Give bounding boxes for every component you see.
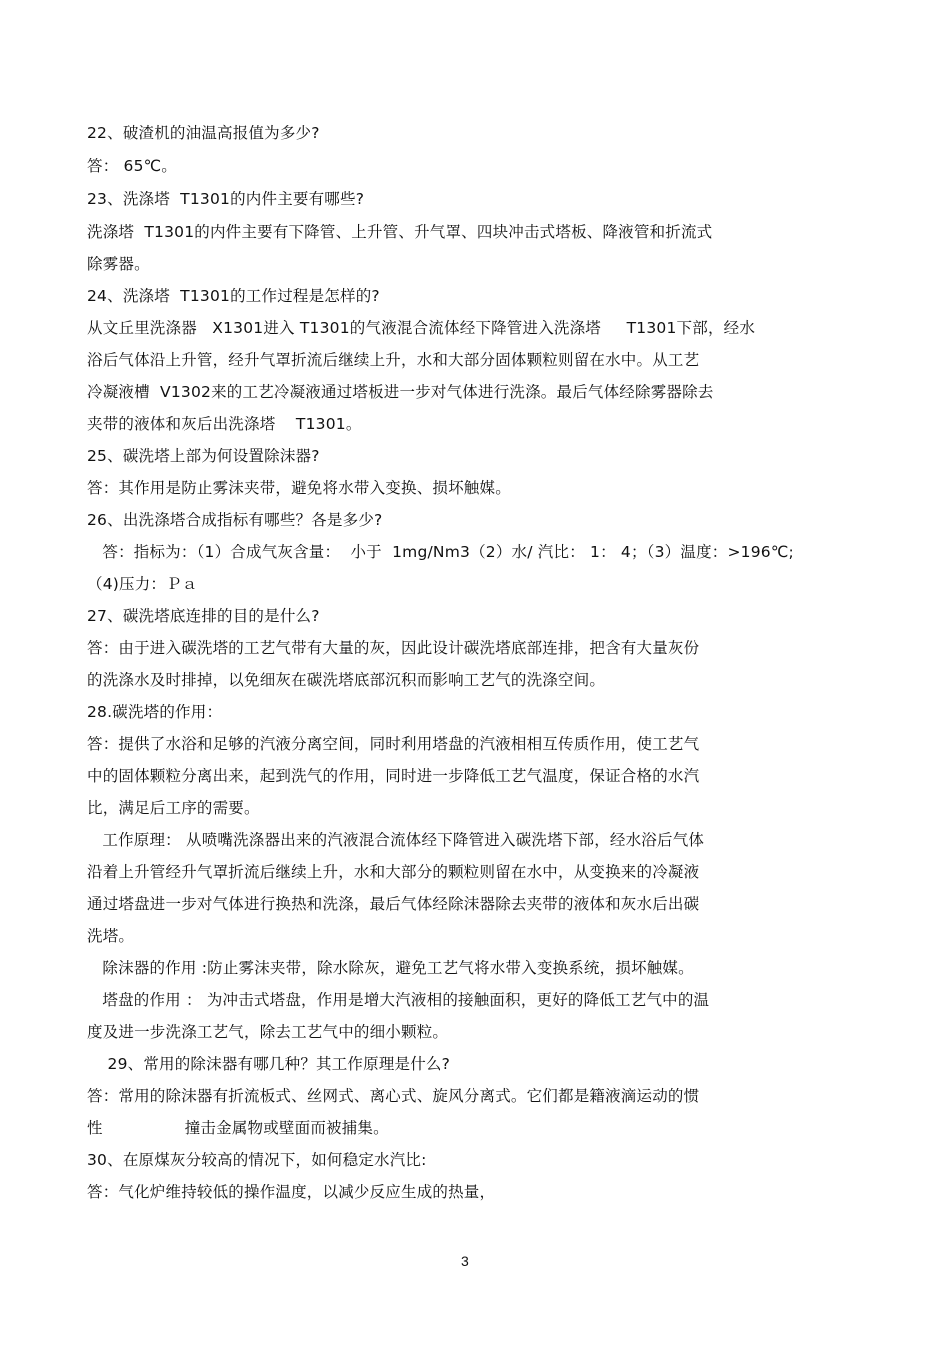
text-line: 从文丘里洗涤器 X1301进入 T1301的气液混合流体经下降管进入洗涤塔 T1301下部，经水 [87,319,756,337]
text-line: 24、洗涤塔 T1301的工作过程是怎样的? [87,287,380,305]
text-line: 28.碳洗塔的作用： [87,703,223,721]
text-line: 23、洗涤塔 T1301的内件主要有哪些? [87,190,365,208]
text-line: 22、破渣机的油温高报值为多少? [87,124,320,142]
text-line: 27、碳洗塔底连排的目的是什么? [87,607,320,625]
text-line: 度及进一步洗涤工艺气，除去工艺气中的细小颗粒。 [87,1023,449,1041]
text-line: 答：其作用是防止雾沫夹带，避免将水带入变换、损坏触媒。 [87,479,511,497]
text-line: 冷凝液槽 V1302来的工艺冷凝液通过塔板进一步对气体进行洗涤。最后气体经除雾器除去 [87,383,714,401]
text-line: 答：常用的除沫器有折流板式、丝网式、离心式、旋风分离式。它们都是籍液滴运动的惯 [87,1087,700,1105]
text-line: 中的固体颗粒分离出来，起到洗气的作用，同时进一步降低工艺气温度，保证合格的水汽 [87,767,700,785]
text-line: 答：气化炉维持较低的操作温度，以减少反应生成的热量， [87,1183,496,1201]
text-line: 除雾器。 [87,255,150,273]
page-number: 3 [461,1253,469,1269]
text-line: 工作原理： 从喷嘴洗涤器出来的汽液混合流体经下降管进入碳洗塔下部，经水浴后气体 [87,831,705,849]
text-line: 25、碳洗塔上部为何设置除沫器? [87,447,320,465]
text-line: 答：指标为：（1）合成气灰含量： 小于 1mg/Nm3（2）水/ 汽比： 1： 4；（3）温度：>196℃; [87,543,794,561]
text-line: 洗塔。 [87,927,135,945]
text-line: 的洗涤水及时排掉，以免细灰在碳洗塔底部沉积而影响工艺气的洗涤空间。 [87,671,606,689]
text-line: 30、在原煤灰分较高的情况下，如何稳定水汽比: [87,1151,427,1169]
text-line: 沿着上升管经升气罩折流后继续上升，水和大部分的颗粒则留在水中，从变换来的冷凝液 [87,863,700,881]
text-line: 答：提供了水浴和足够的汽液分离空间，同时利用塔盘的汽液相相互传质作用，使工艺气 [87,735,700,753]
text-line: 答：由于进入碳洗塔的工艺气带有大量的灰，因此设计碳洗塔底部连排，把含有大量灰份 [87,639,700,657]
text-line: 比，满足后工序的需要。 [87,799,260,817]
text-line: 浴后气体沿上升管，经升气罩折流后继续上升，水和大部分固体颗粒则留在水中。从工艺 [87,351,700,369]
text-line: （4)压力：Ｐａ [87,575,198,593]
text-line: 答： 65℃。 [87,157,177,175]
text-line: 26、出洗涤塔合成指标有哪些？各是多少? [87,511,383,529]
text-line: 29、常用的除沫器有哪几种？其工作原理是什么? [87,1055,451,1073]
text-line: 性 撞击金属物或壁面而被捕集。 [87,1119,389,1137]
text-line: 洗涤塔 T1301的内件主要有下降管、上升管、升气罩、四块冲击式塔板、降液管和折流式 [87,223,713,241]
text-line: 通过塔盘进一步对气体进行换热和洗涤，最后气体经除沫器除去夹带的液体和灰水后出碳 [87,895,700,913]
text-line: 除沫器的作用 :防止雾沫夹带，除水除灰，避免工艺气将水带入变换系统，损坏触媒。 [87,959,694,977]
text-line: 塔盘的作用 ： 为冲击式塔盘，作用是增大汽液相的接触面积，更好的降低工艺气中的温 [87,991,710,1009]
text-line: 夹带的液体和灰后出洗涤塔 T1301。 [87,415,362,433]
